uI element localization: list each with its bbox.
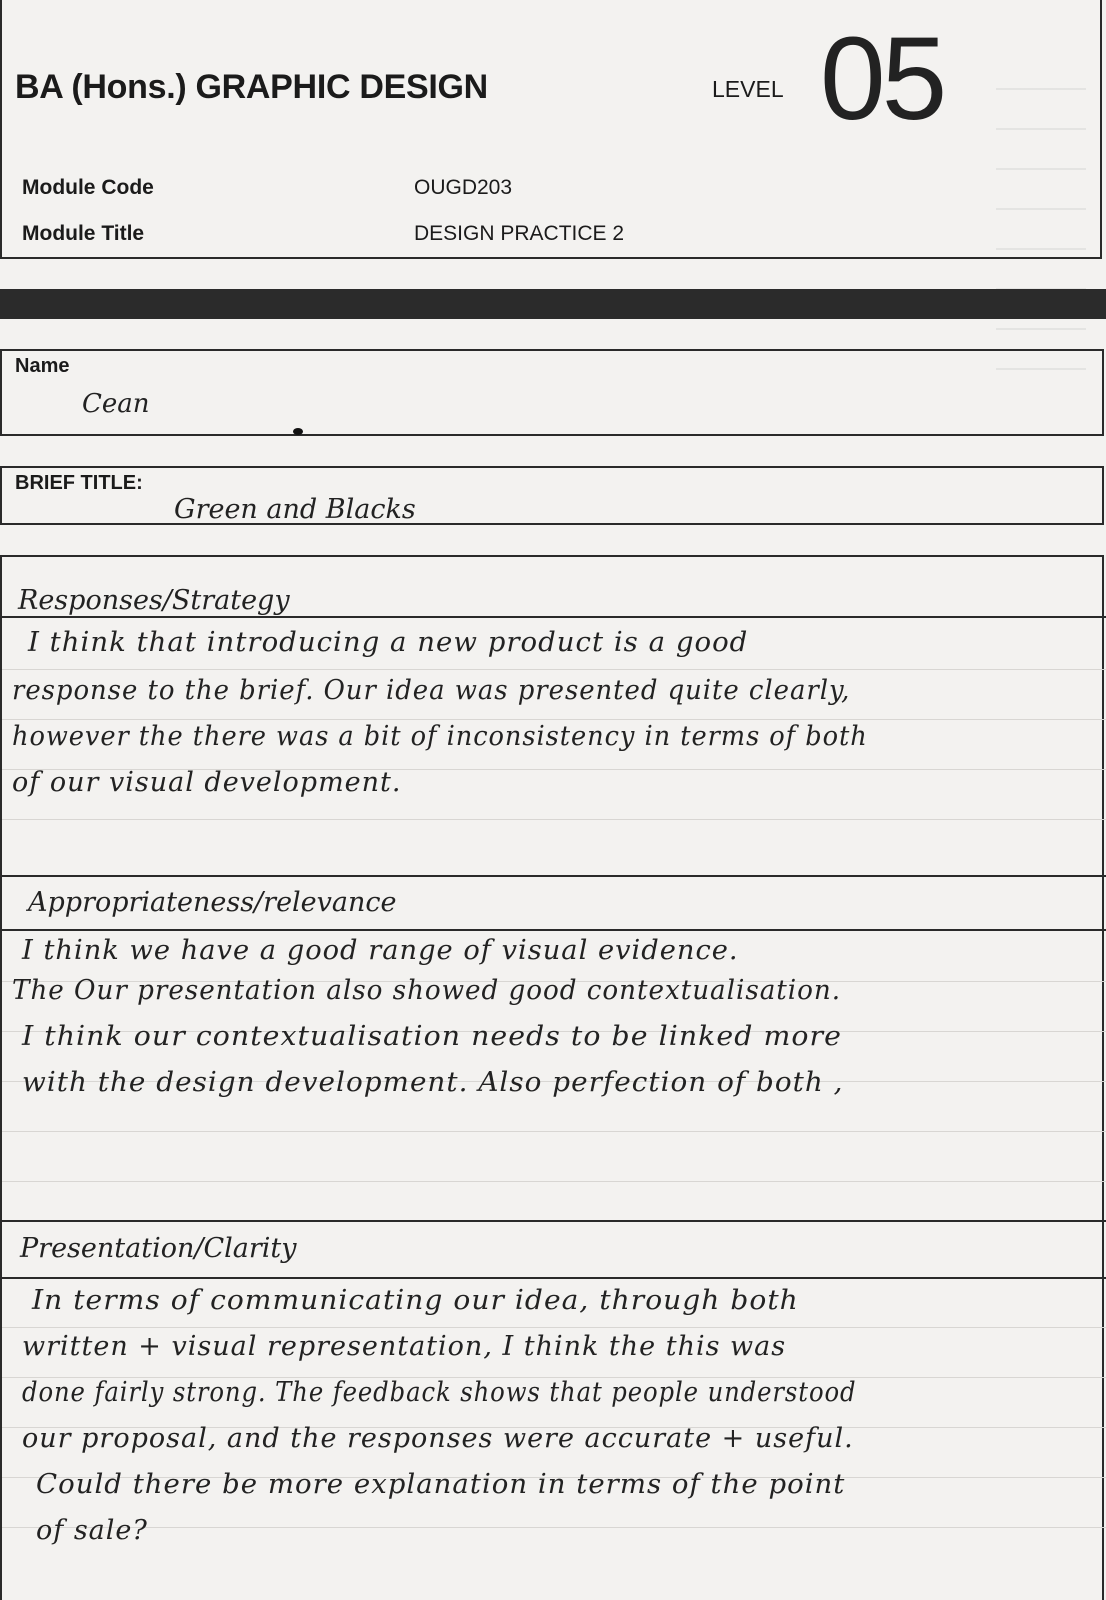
level-number: 05 [820,13,944,145]
module-title-value: DESIGN PRACTICE 2 [414,222,625,245]
brief-title-label: BRIEF TITLE: [15,472,143,494]
handwritten-line: I think that introducing a new product is a good [28,627,749,658]
handwritten-line: written + visual representation, I think the this was [22,1331,787,1362]
divider-band [0,289,1106,319]
ink-speck [293,428,303,435]
handwritten-line: our proposal, and the responses were accurate + useful. [22,1423,854,1454]
ruled-line [2,719,1106,720]
name-label: Name [15,355,70,377]
module-code-value: OUGD203 [414,176,513,199]
section-divider [2,616,1106,618]
handwritten-line: done fairly strong. The feedback shows that people understood [22,1377,857,1408]
section-heading: Appropriateness/relevance [28,887,397,918]
module-title-label: Module Title [22,222,145,245]
handwritten-line: The Our presentation also showed good contextualisation. [12,975,842,1006]
ruled-line [2,669,1106,670]
ruled-line [2,819,1106,820]
section-divider [2,1277,1106,1279]
section-divider [2,929,1106,931]
name-field [0,349,1104,436]
handwritten-line: response to the brief. Our idea was presented quite clearly, [12,675,851,706]
handwritten-line: of our visual development. [12,767,402,798]
handwritten-line: with the design development. Also perfection of both , [22,1067,844,1098]
header-box [0,0,1102,259]
handwritten-line: I think our contextualisation needs to be linked more [22,1021,842,1052]
section-heading: Presentation/Clarity [20,1233,297,1264]
level-label: LEVEL [712,76,784,102]
handwritten-line: however the there was a bit of inconsistency in terms of both [12,721,868,752]
module-code-label: Module Code [22,176,154,199]
feedback-box [0,555,1104,1600]
handwritten-line: I think we have a good range of visual evidence. [22,935,739,966]
course-title: BA (Hons.) GRAPHIC DESIGN [15,68,488,106]
ruled-line [2,1527,1106,1528]
brief-title-value: Green and Blacks [174,494,416,525]
name-value: Cean [82,389,150,419]
section-heading: Responses/Strategy [18,585,290,616]
section-divider [2,1220,1106,1222]
ruled-line [2,1181,1106,1182]
section-divider [2,875,1106,877]
handwritten-line: In terms of communicating our idea, through both [32,1285,799,1316]
handwritten-line: Could there be more explanation in terms of the point [36,1469,846,1500]
brief-title-field [0,466,1104,525]
ruled-line [2,1327,1106,1328]
ruled-line [2,1131,1106,1132]
handwritten-line: of sale? [36,1515,148,1546]
